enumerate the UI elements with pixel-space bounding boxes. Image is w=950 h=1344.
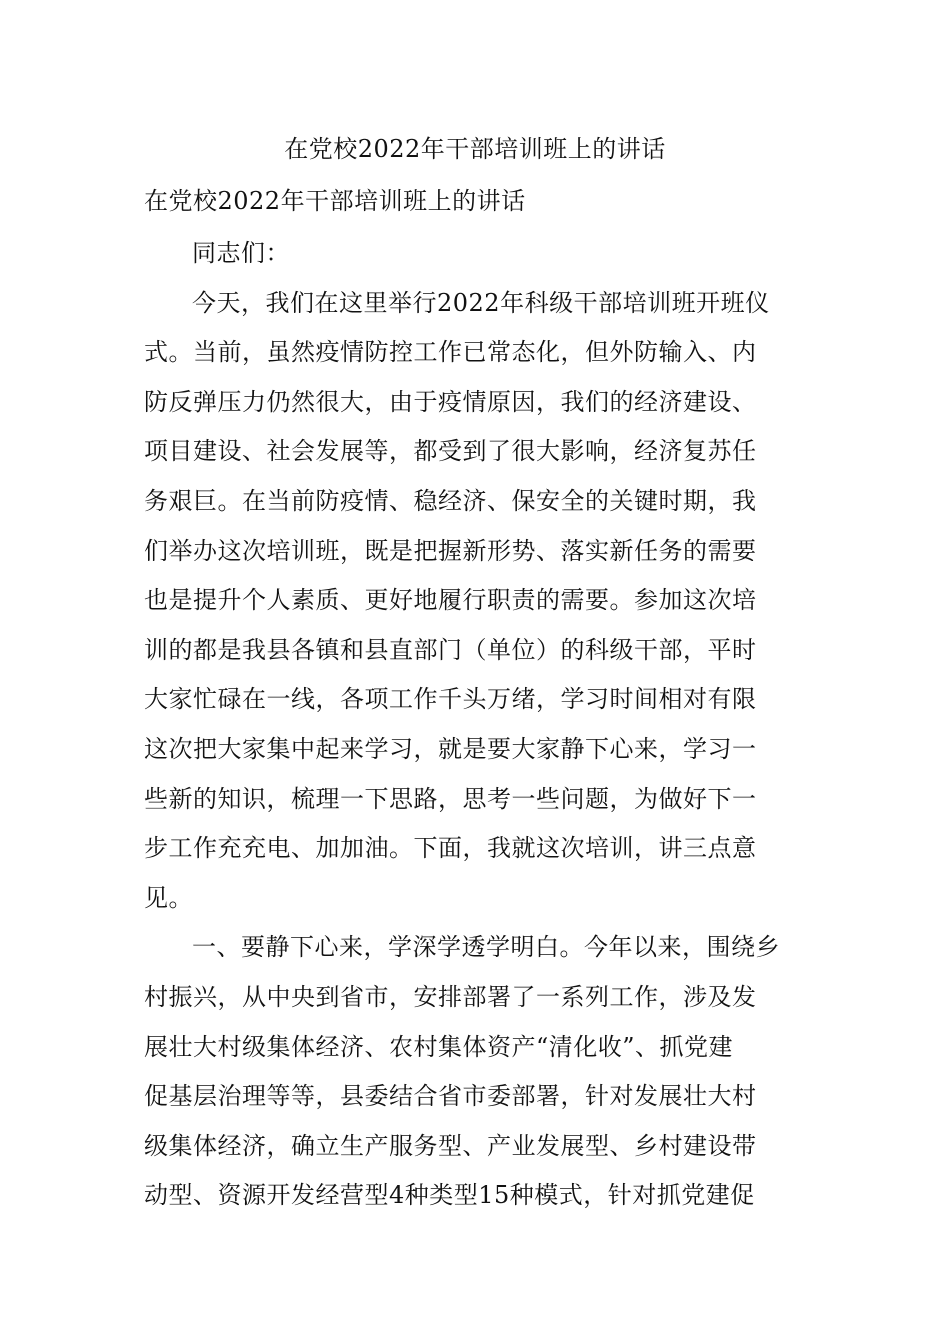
paragraph-line: 这次把大家集中起来学习，就是要大家静下心来，学习一 (144, 734, 757, 763)
document-body (144, 229, 806, 1221)
paragraph-line: 今天，我们在这里举行2022年科级干部培训班开班仪 (192, 288, 770, 317)
paragraph-line: 些新的知识，梳理一下思路，思考一些问题，为做好下一 (144, 784, 757, 813)
paragraph-line: 促基层治理等等，县委结合省市委部署，针对发展壮大村 (144, 1082, 757, 1111)
paragraph-line: 级集体经济，确立生产服务型、产业发展型、乡村建设带 (144, 1131, 757, 1160)
paragraph-line: 防反弹压力仍然很大，由于疫情原因，我们的经济建设、 (144, 387, 757, 416)
paragraph-line: 也是提升个人素质、更好地履行职责的需要。参加这次培 (144, 586, 757, 615)
document-title: 在党校2022年干部培训班上的讲话 (284, 135, 666, 163)
document-subtitle: 在党校2022年干部培训班上的讲话 (144, 187, 526, 215)
paragraph-line: 同志们： (192, 239, 290, 267)
paragraph-line: 式。当前，虽然疫情防控工作已常态化，但外防输入、内 (144, 338, 757, 367)
paragraph-line: 见。 (144, 883, 193, 912)
paragraph-line: 训的都是我县各镇和县直部门（单位）的科级干部，平时 (144, 635, 757, 664)
paragraph-line: 们举办这次培训班，既是把握新形势、落实新任务的需要 (144, 536, 757, 565)
paragraph-line: 大家忙碌在一线，各项工作千头万绪，学习时间相对有限 (144, 685, 757, 714)
paragraph-line: 村振兴，从中央到省市，安排部署了一系列工作，涉及发 (144, 982, 757, 1011)
paragraph-line: 动型、资源开发经营型4种类型15种模式，针对抓党建促 (144, 1181, 755, 1210)
paragraph-line: 步工作充充电、加加油。下面，我就这次培训，讲三点意 (144, 834, 757, 863)
paragraph-line: 务艰巨。在当前防疫情、稳经济、保安全的关键时期，我 (144, 486, 757, 515)
paragraph-line: 项目建设、社会发展等，都受到了很大影响，经济复苏任 (144, 437, 757, 466)
paragraph-line: 展壮大村级集体经济、农村集体资产“清化收”、抓党建 (144, 1032, 734, 1061)
paragraph-line: 一、要静下心来，学深学透学明白。今年以来，围绕乡 (192, 933, 780, 962)
